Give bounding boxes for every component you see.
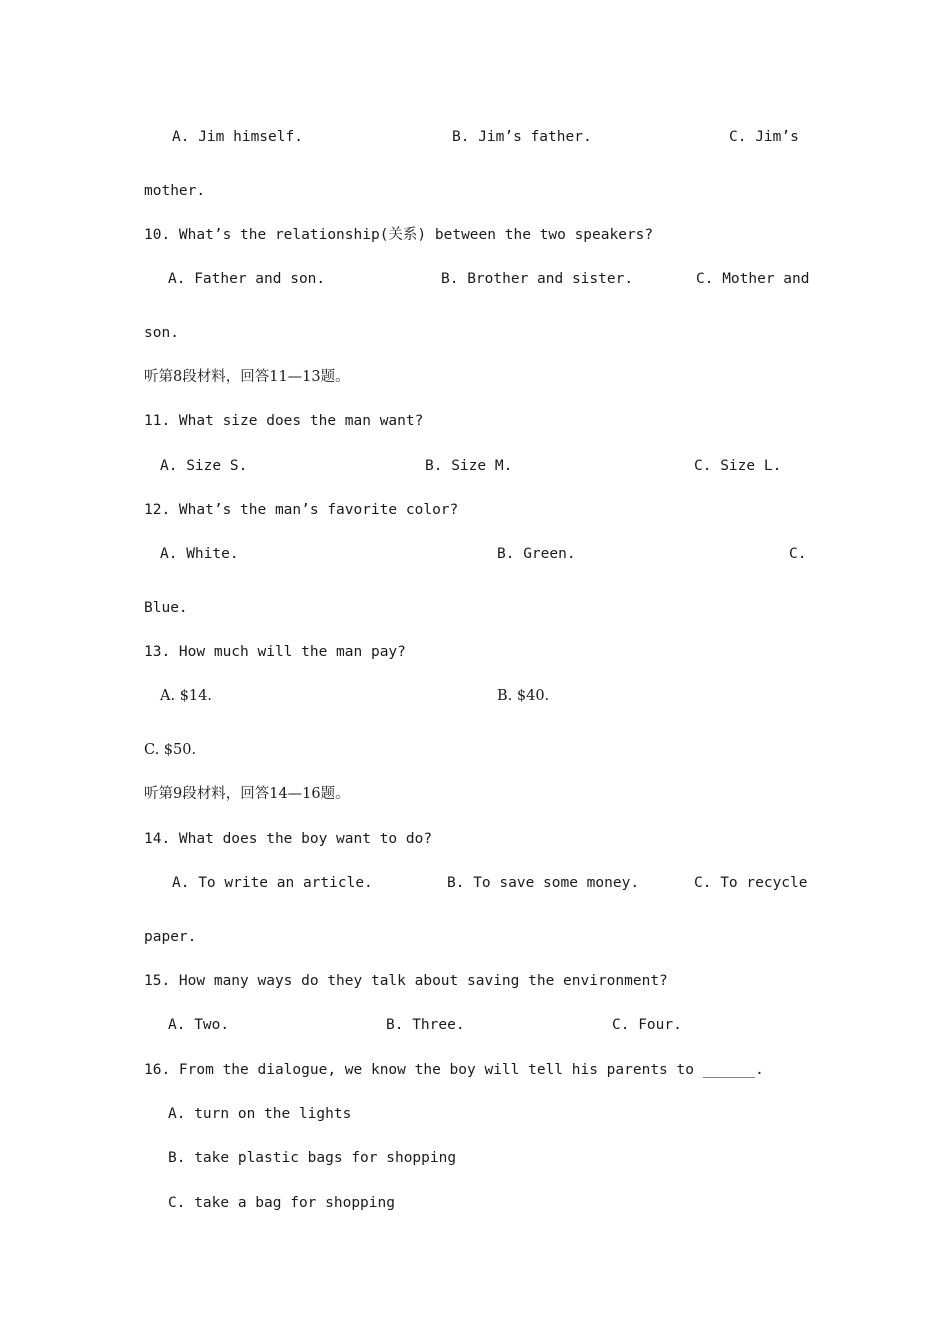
q13-option-a: A. $14. [160,688,212,704]
q10-option-c-continued: son. [144,325,179,341]
q9-option-a: A. Jim himself. [172,129,303,145]
q11-option-b: B. Size M. [425,458,513,474]
q12-option-a: A. White. [160,546,239,562]
q14-option-b: B. To save some money. [447,875,640,891]
section-8-instruction: 听第8段材料，回答11—13题。 [144,369,350,385]
q10-question: 10. What’s the relationship(关系) between the two speakers? [144,227,654,243]
q9-option-c-continued: mother. [144,183,206,199]
q16-option-c: C. take a bag for shopping [168,1195,395,1211]
q12-option-c-continued: Blue. [144,600,188,616]
q14-option-c-continued: paper. [144,929,197,945]
q13-option-c: C. $50. [144,742,197,758]
q15-question: 15. How many ways do they talk about saving the environment? [144,973,668,989]
q9-option-b: B. Jim’s father. [452,129,592,145]
q14-option-a: A. To write an article. [172,875,373,891]
q15-option-b: B. Three. [386,1017,465,1033]
q13-option-b: B. $40. [497,688,550,704]
q12-question: 12. What’s the man’s favorite color? [144,502,459,518]
q16-option-a: A. turn on the lights [168,1106,352,1122]
q9-option-c: C. Jim’s [729,129,799,145]
q10-option-a: A. Father and son. [168,271,326,287]
q13-question: 13. How much will the man pay? [144,644,406,660]
q15-option-a: A. Two. [168,1017,230,1033]
q12-option-b: B. Green. [497,546,576,562]
q11-option-c: C. Size L. [694,458,782,474]
q10-option-b: B. Brother and sister. [441,271,634,287]
q16-option-b: B. take plastic bags for shopping [168,1150,457,1166]
q14-question: 14. What does the boy want to do? [144,831,433,847]
q10-option-c: C. Mother and [696,271,810,287]
q16-question: 16. From the dialogue, we know the boy will tell his parents to ______. [144,1062,764,1078]
q12-option-c: C. [789,546,807,562]
section-9-instruction: 听第9段材料，回答14—16题。 [144,786,350,802]
q11-option-a: A. Size S. [160,458,248,474]
q11-question: 11. What size does the man want? [144,413,424,429]
q14-option-c: C. To recycle [694,875,808,891]
q15-option-c: C. Four. [612,1017,682,1033]
